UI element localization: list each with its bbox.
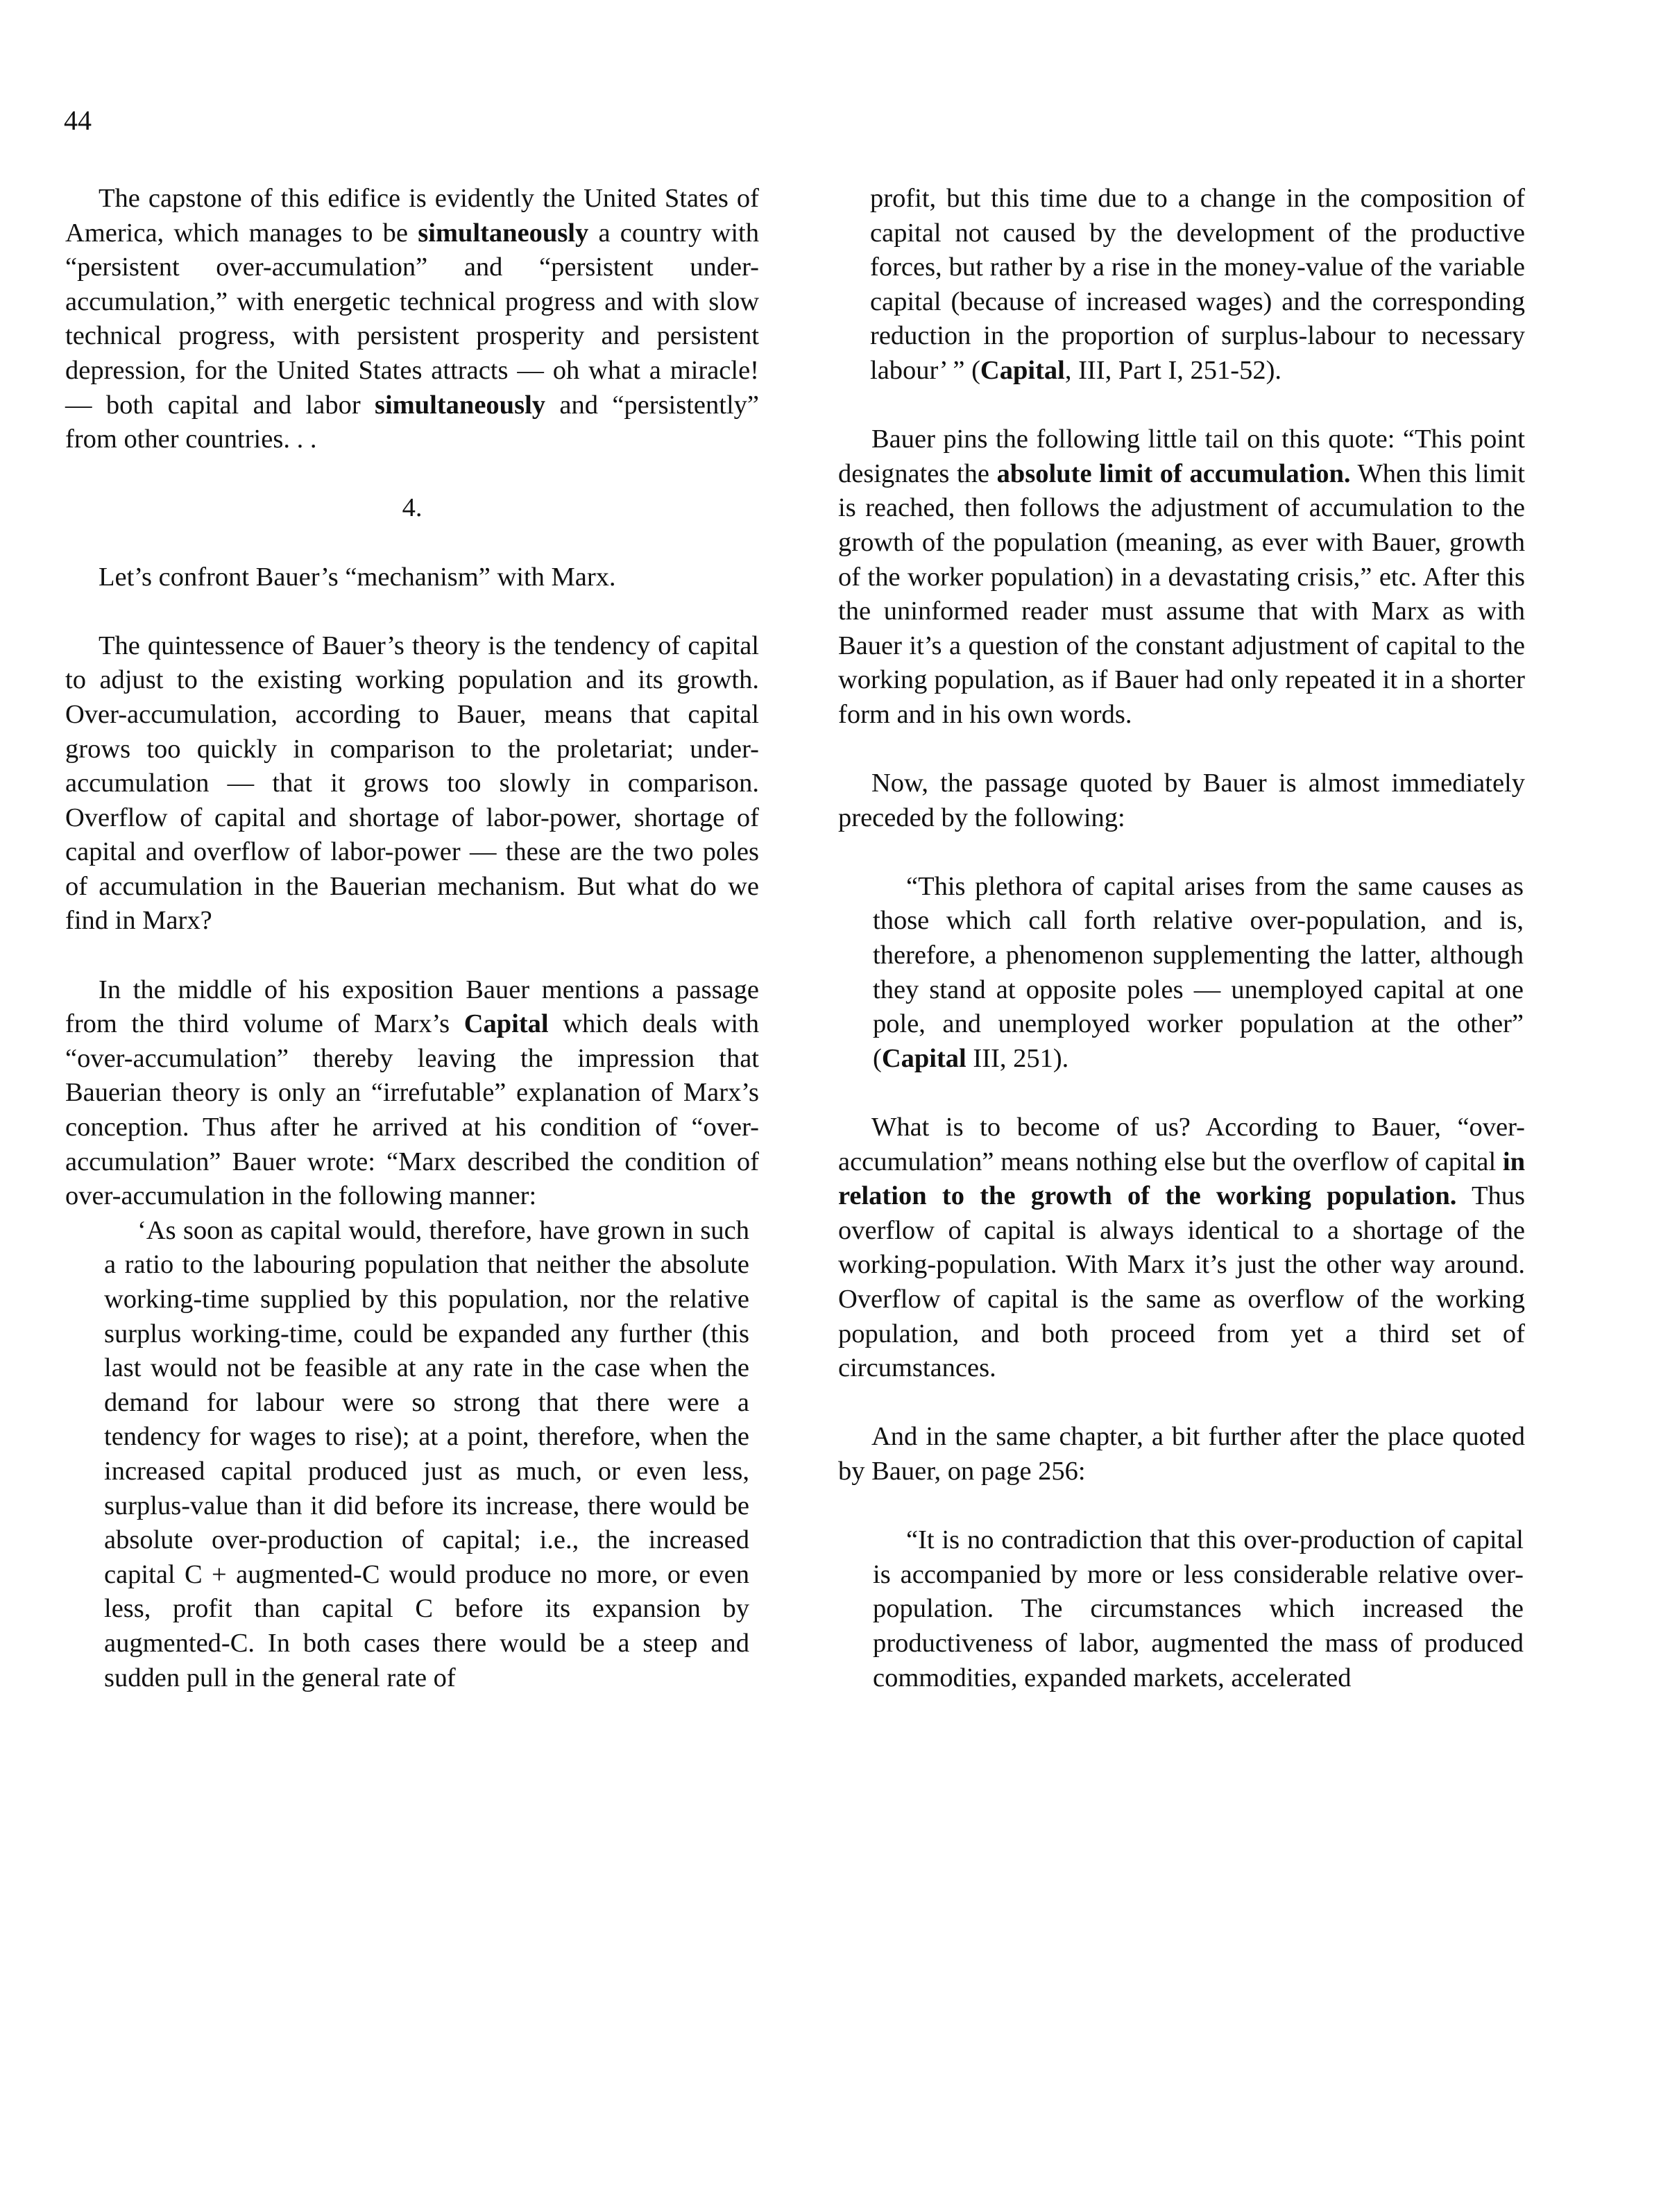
text-run: When this limit is reached, then follows the adjustment of accumulation to the growth of the population (meaning, as ever with Bauer, growth of the worker population) in a devastating crisis,” etc. After this the uninformed reader must assume that with Marx as with Bauer it’s a question of the constant adjustment of capital to the working population, as if Bauer had only repeated it in a shorter form and in his own words. bbox=[838, 458, 1525, 729]
text-run: What is to become of us? According to Bauer, “over-accumulation” means nothing else but the overflow of capital bbox=[838, 1113, 1525, 1176]
text-run: which deals with “over-accumulation” thereby leaving the impression that Bauerian theory is only an “irrefutable” explanation of Marx’s conception. Thus after he arrived at his condition of “over-accumulation” Bauer wrote: “Marx described the condition of over-accumulation in the following manner: bbox=[65, 1009, 759, 1211]
text-run: a country with “persistent over-accumulation” and “persistent under-accumulation,” with energetic technical progress and with slow technical progress, with persistent prosperity and persistent depression, for the United States attracts — oh what a miracle! — both capital and labor bbox=[65, 218, 760, 420]
page-number: 44 bbox=[64, 105, 92, 136]
text-run: , III, Part I, 251-52). bbox=[1064, 355, 1282, 385]
paragraph-what-become bbox=[838, 1111, 1525, 1386]
bold-text: Capital bbox=[980, 355, 1065, 385]
bold-text: Capital bbox=[463, 1009, 549, 1039]
text-run: In the middle of his exposition Bauer mentions a passage from the third volume of Marx’s bbox=[65, 975, 759, 1039]
paragraph-confront: Let’s confront Bauer’s “mechanism” with Marx. bbox=[99, 562, 616, 592]
text-run: profit, but this time due to a change in the composition of capital not caused by the development of the productive forces, but rather by a rise in the money-value of the variable capital (because of increased wages) and the corresponding reduction in the proportion of surplus-labour to necessary labour’ ” ( bbox=[870, 184, 1525, 385]
block-quote-plethora bbox=[873, 870, 1524, 1077]
bold-text: simultaneously bbox=[375, 390, 546, 420]
paragraph-passage-preceded: Now, the passage quoted by Bauer is almost immediately preceded by the following: bbox=[838, 769, 1525, 832]
text-run: “This plethora of capital arises from the same causes as those which call forth relative over-population, and is, therefore, a phenomenon supplementing the latter, although they stand at opposite poles — unemployed capital at one pole, and unemployed worker population at the other” ( bbox=[873, 871, 1524, 1073]
bold-text: simultaneously bbox=[418, 218, 589, 248]
section-heading: 4. bbox=[402, 493, 423, 523]
right-column bbox=[838, 182, 1525, 1695]
block-quote-marx-continued bbox=[870, 182, 1525, 388]
text-run: and “persistently” from other countries. . . bbox=[65, 390, 759, 454]
paragraph-bauer-pins bbox=[838, 422, 1525, 732]
text-run: Thus overflow of capital is always identical to a shortage of the working-population. With Marx it’s just the other way around. Overflow of capital is the same as overflow of the working population, and both proceed from yet a third set of circumstances. bbox=[838, 1181, 1526, 1383]
left-column bbox=[65, 182, 759, 1695]
text-run: III, 251). bbox=[966, 1043, 1069, 1073]
bold-text: Capital bbox=[881, 1043, 966, 1073]
paragraph-quintessence: The quintessence of Bauer’s theory is the tendency of capital to adjust to the existing working population and its growth. Over-accumulation, according to Bauer, means that capital grows too quickly in comparison to the proletariat; under-accumulation — that it grows too slowly in comparison. Overflow of capital and shortage of labor-power, shortage of capital and overflow of labor-power — these are the two poles of accumulation in the Bauerian mechanism. But what do we find in Marx? bbox=[65, 631, 759, 936]
text-run: The capstone of this edifice is evidently the United States of America, which manages to be bbox=[65, 184, 759, 248]
bold-text: absolute limit of accumulation. bbox=[996, 458, 1351, 488]
paragraph-capstone bbox=[65, 182, 759, 457]
block-quote-no-contradiction: “It is no contradiction that this over-production of capital is accompanied by more or less considerable relative over-population. The circumstances which increased the productiveness of labor, augmented the mass of produced commodities, expanded markets, accelerated bbox=[873, 1525, 1524, 1692]
block-quote-marx: ‘As soon as capital would, therefore, have grown in such a ratio to the labouring population that neither the absolute working-time supplied by this population, nor the relative surplus working-time, could be expanded any further (this last would not be feasible at any rate in the case when the demand for labour were so strong that there were a tendency for wages to rise); at a point, therefore, when the increased capital produced just as much, or even less, surplus-value than it did before its increase, there would be absolute over-production of capital; i.e., the increased capital C + augmented-C would produce no more, or even less, profit than capital C before its expansion by augmented-C. In both cases there would be a steep and sudden pull in the general rate of bbox=[104, 1215, 749, 1692]
paragraph-same-chapter: And in the same chapter, a bit further after the place quoted by Bauer, on page 256: bbox=[838, 1422, 1525, 1486]
paragraph-middle-exposition bbox=[65, 973, 759, 1214]
text-run: Bauer pins the following little tail on this quote: “This point designates the bbox=[838, 425, 1525, 488]
bold-text: in relation to the growth of the working population. bbox=[838, 1147, 1525, 1211]
